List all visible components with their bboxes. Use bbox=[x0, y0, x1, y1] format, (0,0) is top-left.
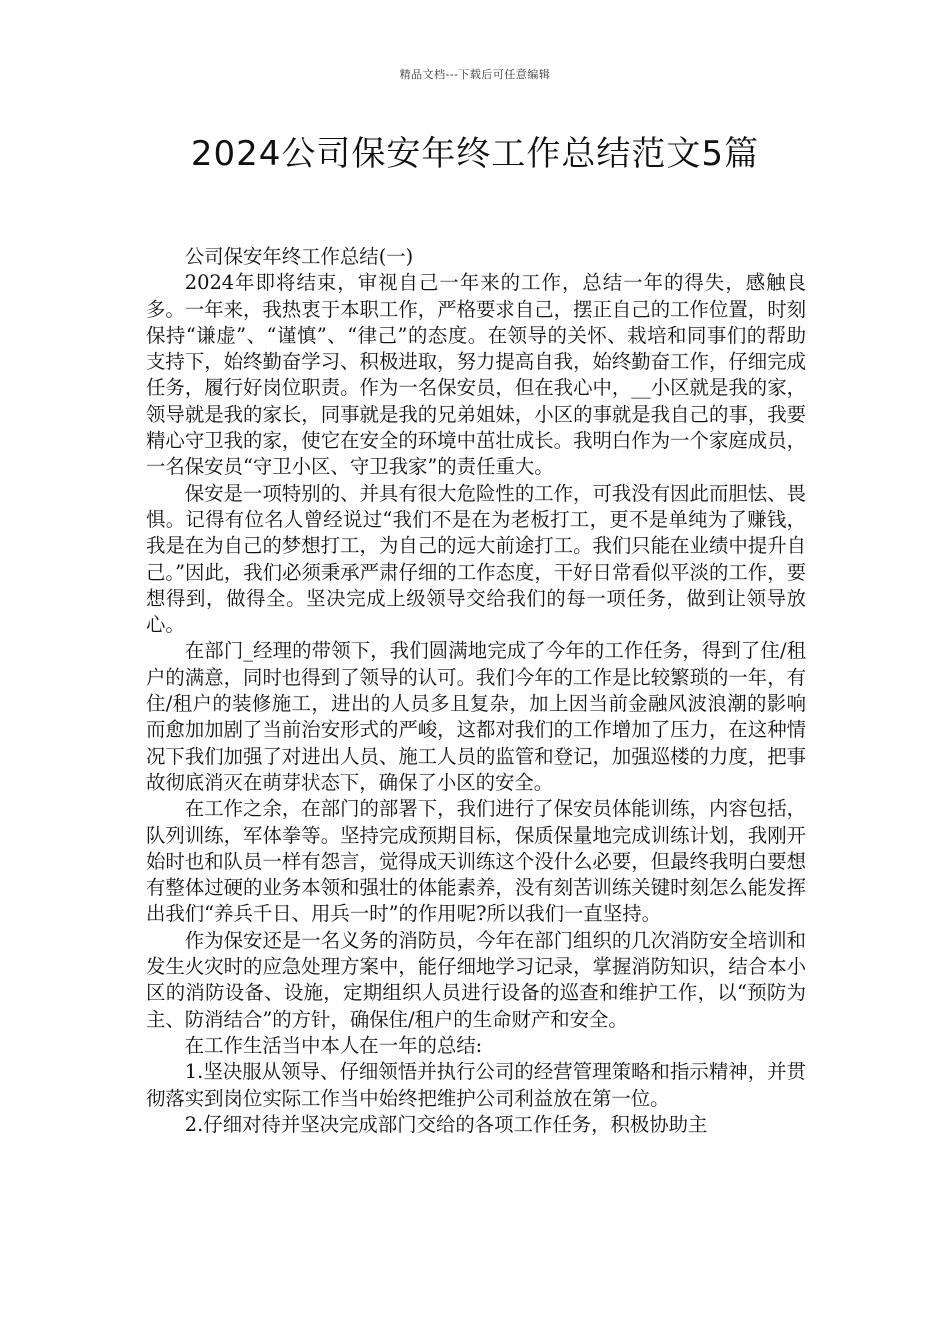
header-note: 精品文档---下载后可任意编辑 bbox=[399, 68, 551, 81]
section-heading: 公司保安年终工作总结(一) bbox=[184, 245, 414, 268]
paragraph: 作为保安还是一名义务的消防员，今年在部门组织的几次消防安全培训和发生火灾时的应急处理方案中，能仔细地学习记录，掌握消防知识，结合本小区的消防设备、设施，定期组织人员进行设备的巡查和维护工作，以“预防为主、防消结合”的方针，确保住/租户的生命财产和安全。 bbox=[146, 928, 806, 1031]
list-item: 2.仔细对待并坚决完成部门交给的各项工作任务，积极协助主 bbox=[184, 1112, 708, 1136]
paragraph: 保安是一项特别的、并具有很大危险性的工作，可我没有因此而胆怯、畏惧。记得有位名人曾经说过“我们不是在为老板打工，更不是单纯为了赚钱，我是在为自己的梦想打工，为自己的远大前途打工。我们只能在业绩中提升自己。”因此，我们必须秉承严肃仔细的工作态度，干好日常看似平淡的工作，要想得到，做得全。坚决完成上级领导交给我们的每一项任务，做到让领导放心。 bbox=[146, 481, 806, 637]
paragraph: 在工作生活当中本人在一年的总结: bbox=[184, 1033, 483, 1057]
document-body bbox=[146, 244, 806, 1138]
paragraph: 在工作之余，在部门的部署下，我们进行了保安员体能训练，内容包括，队列训练，军体拳等。坚持完成预期目标，保质保量地完成训练计划，我刚开始时也和队员一样有怨言，觉得成天训练这个没什么必要，但最终我明白要想有整体过硬的业务本领和强壮的体能素养，没有刻苦训练关键时刻怎么能发挥出我们“养兵千日、用兵一时”的作用呢?所以我们一直坚持。 bbox=[146, 797, 806, 926]
paragraph: 在部门_经理的带领下，我们圆满地完成了今年的工作任务，得到了住/租户的满意，同时也得到了领导的认可。我们今年的工作是比较繁琐的一年，有住/租户的装修施工，进出的人员多且复杂，加上因当前金融风波浪潮的影响而愈加加剧了当前治安形式的严峻，这都对我们的工作增加了压力，在这种情况下我们加强了对进出人员、施工人员的监管和登记，加强巡楼的力度，把事故彻底消灭在萌芽状态下，确保了小区的安全。 bbox=[146, 639, 806, 794]
document-title: 2024公司保安年终工作总结范文5篇 bbox=[190, 134, 760, 174]
list-item: 1.坚决服从领导、仔细领悟并执行公司的经营管理策略和指示精神，并贯彻落实到岗位实际工作当中始终把维护公司利益放在第一位。 bbox=[146, 1060, 806, 1110]
paragraph: 2024年即将结束，审视自己一年来的工作，总结一年的得失，感触良多。一年来，我热衷于本职工作，严格要求自己，摆正自己的工作位置，时刻保持“谦虚”、“谨慎”、“律己”的态度。在领导的关怀、栽培和同事们的帮助支持下，始终勤奋学习、积极进取，努力提高自我，始终勤奋工作，仔细完成任务，履行好岗位职责。作为一名保安员，但在我心中，__小区就是我的家，领导就是我的家长，同事就是我的兄弟姐妹，小区的事就是我自己的事，我要精心守卫我的家，使它在安全的环境中茁壮成长。我明白作为一个家庭成员，一名保安员“守卫小区、守卫我家”的责任重大。 bbox=[146, 271, 806, 479]
